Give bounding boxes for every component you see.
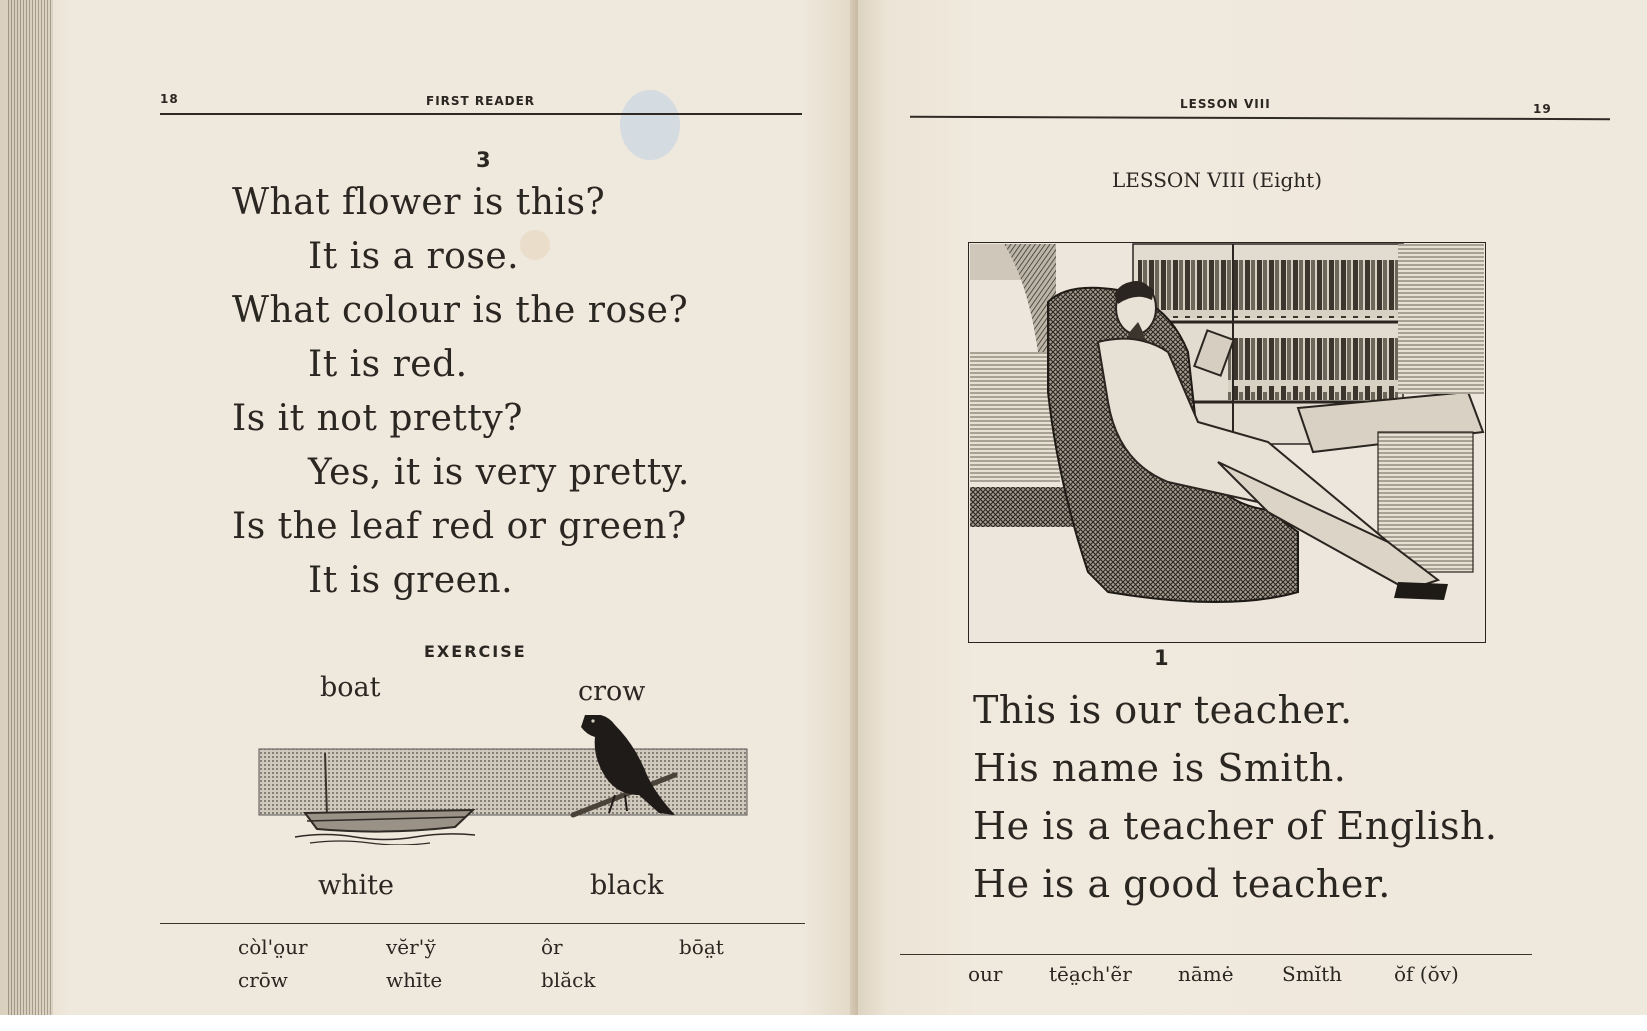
- reading-line: What flower is this?: [232, 182, 606, 223]
- vocab-word: còl'o̤ur: [238, 935, 308, 959]
- rug: [970, 487, 1080, 527]
- section-number: 3: [476, 148, 491, 172]
- vocab-word: bōa̤t: [679, 935, 724, 959]
- exercise-word-white: white: [318, 870, 394, 901]
- running-head: FIRST READER: [426, 94, 536, 108]
- right-window: [1398, 244, 1484, 394]
- vocab-word: crōw: [238, 968, 288, 992]
- reading-line: This is our teacher.: [973, 688, 1353, 732]
- reading-line: It is a rose.: [308, 236, 520, 277]
- vocab-word: ŏf (ŏv): [1394, 962, 1459, 986]
- teacher-reading-illustration: [968, 242, 1486, 643]
- section-number: 1: [1154, 646, 1169, 670]
- exercise-illustration: [255, 715, 750, 845]
- exercise-word-boat: boat: [320, 672, 381, 703]
- exercise-word-black: black: [590, 870, 664, 901]
- right-page: [858, 0, 1647, 1015]
- exercise-word-crow: crow: [578, 676, 646, 707]
- vocab-word: whīte: [386, 968, 443, 992]
- reading-line: Is the leaf red or green?: [232, 506, 687, 547]
- ink-stain: [620, 90, 680, 160]
- reading-line: It is red.: [308, 344, 468, 385]
- vocab-word: ôr: [541, 935, 563, 959]
- page-edges: [8, 0, 53, 1015]
- reading-line: It is green.: [308, 560, 514, 601]
- lesson-title: LESSON VIII (Eight): [1112, 168, 1323, 192]
- vocab-word: blăck: [541, 968, 596, 992]
- header-rule: [160, 113, 802, 115]
- reading-line: Yes, it is very pretty.: [308, 452, 690, 493]
- reading-line: Is it not pretty?: [232, 398, 523, 439]
- vocabulary-rule: [900, 954, 1532, 955]
- vocab-word: our: [968, 962, 1003, 986]
- window-blinds: [970, 352, 1060, 482]
- running-head: LESSON VIII: [1180, 97, 1271, 111]
- reading-line: He is a good teacher.: [973, 862, 1391, 906]
- shaded-band: [259, 749, 747, 815]
- reading-line: His name is Smith.: [973, 746, 1347, 790]
- vocabulary-rule: [160, 923, 805, 924]
- page-number: 18: [160, 92, 179, 106]
- vocab-word: nāmė: [1178, 962, 1234, 986]
- page-number: 19: [1533, 102, 1552, 116]
- reading-line: He is a teacher of English.: [973, 804, 1498, 848]
- reading-line: What colour is the rose?: [232, 290, 689, 331]
- vocab-word: Smĭth: [1282, 962, 1342, 986]
- header-rule: [910, 116, 1610, 120]
- exercise-heading: EXERCISE: [424, 642, 527, 661]
- vocab-word: vĕr'ў: [386, 935, 436, 959]
- vocab-word: tēa̤ch'ẽr: [1049, 962, 1132, 986]
- stain: [520, 230, 550, 260]
